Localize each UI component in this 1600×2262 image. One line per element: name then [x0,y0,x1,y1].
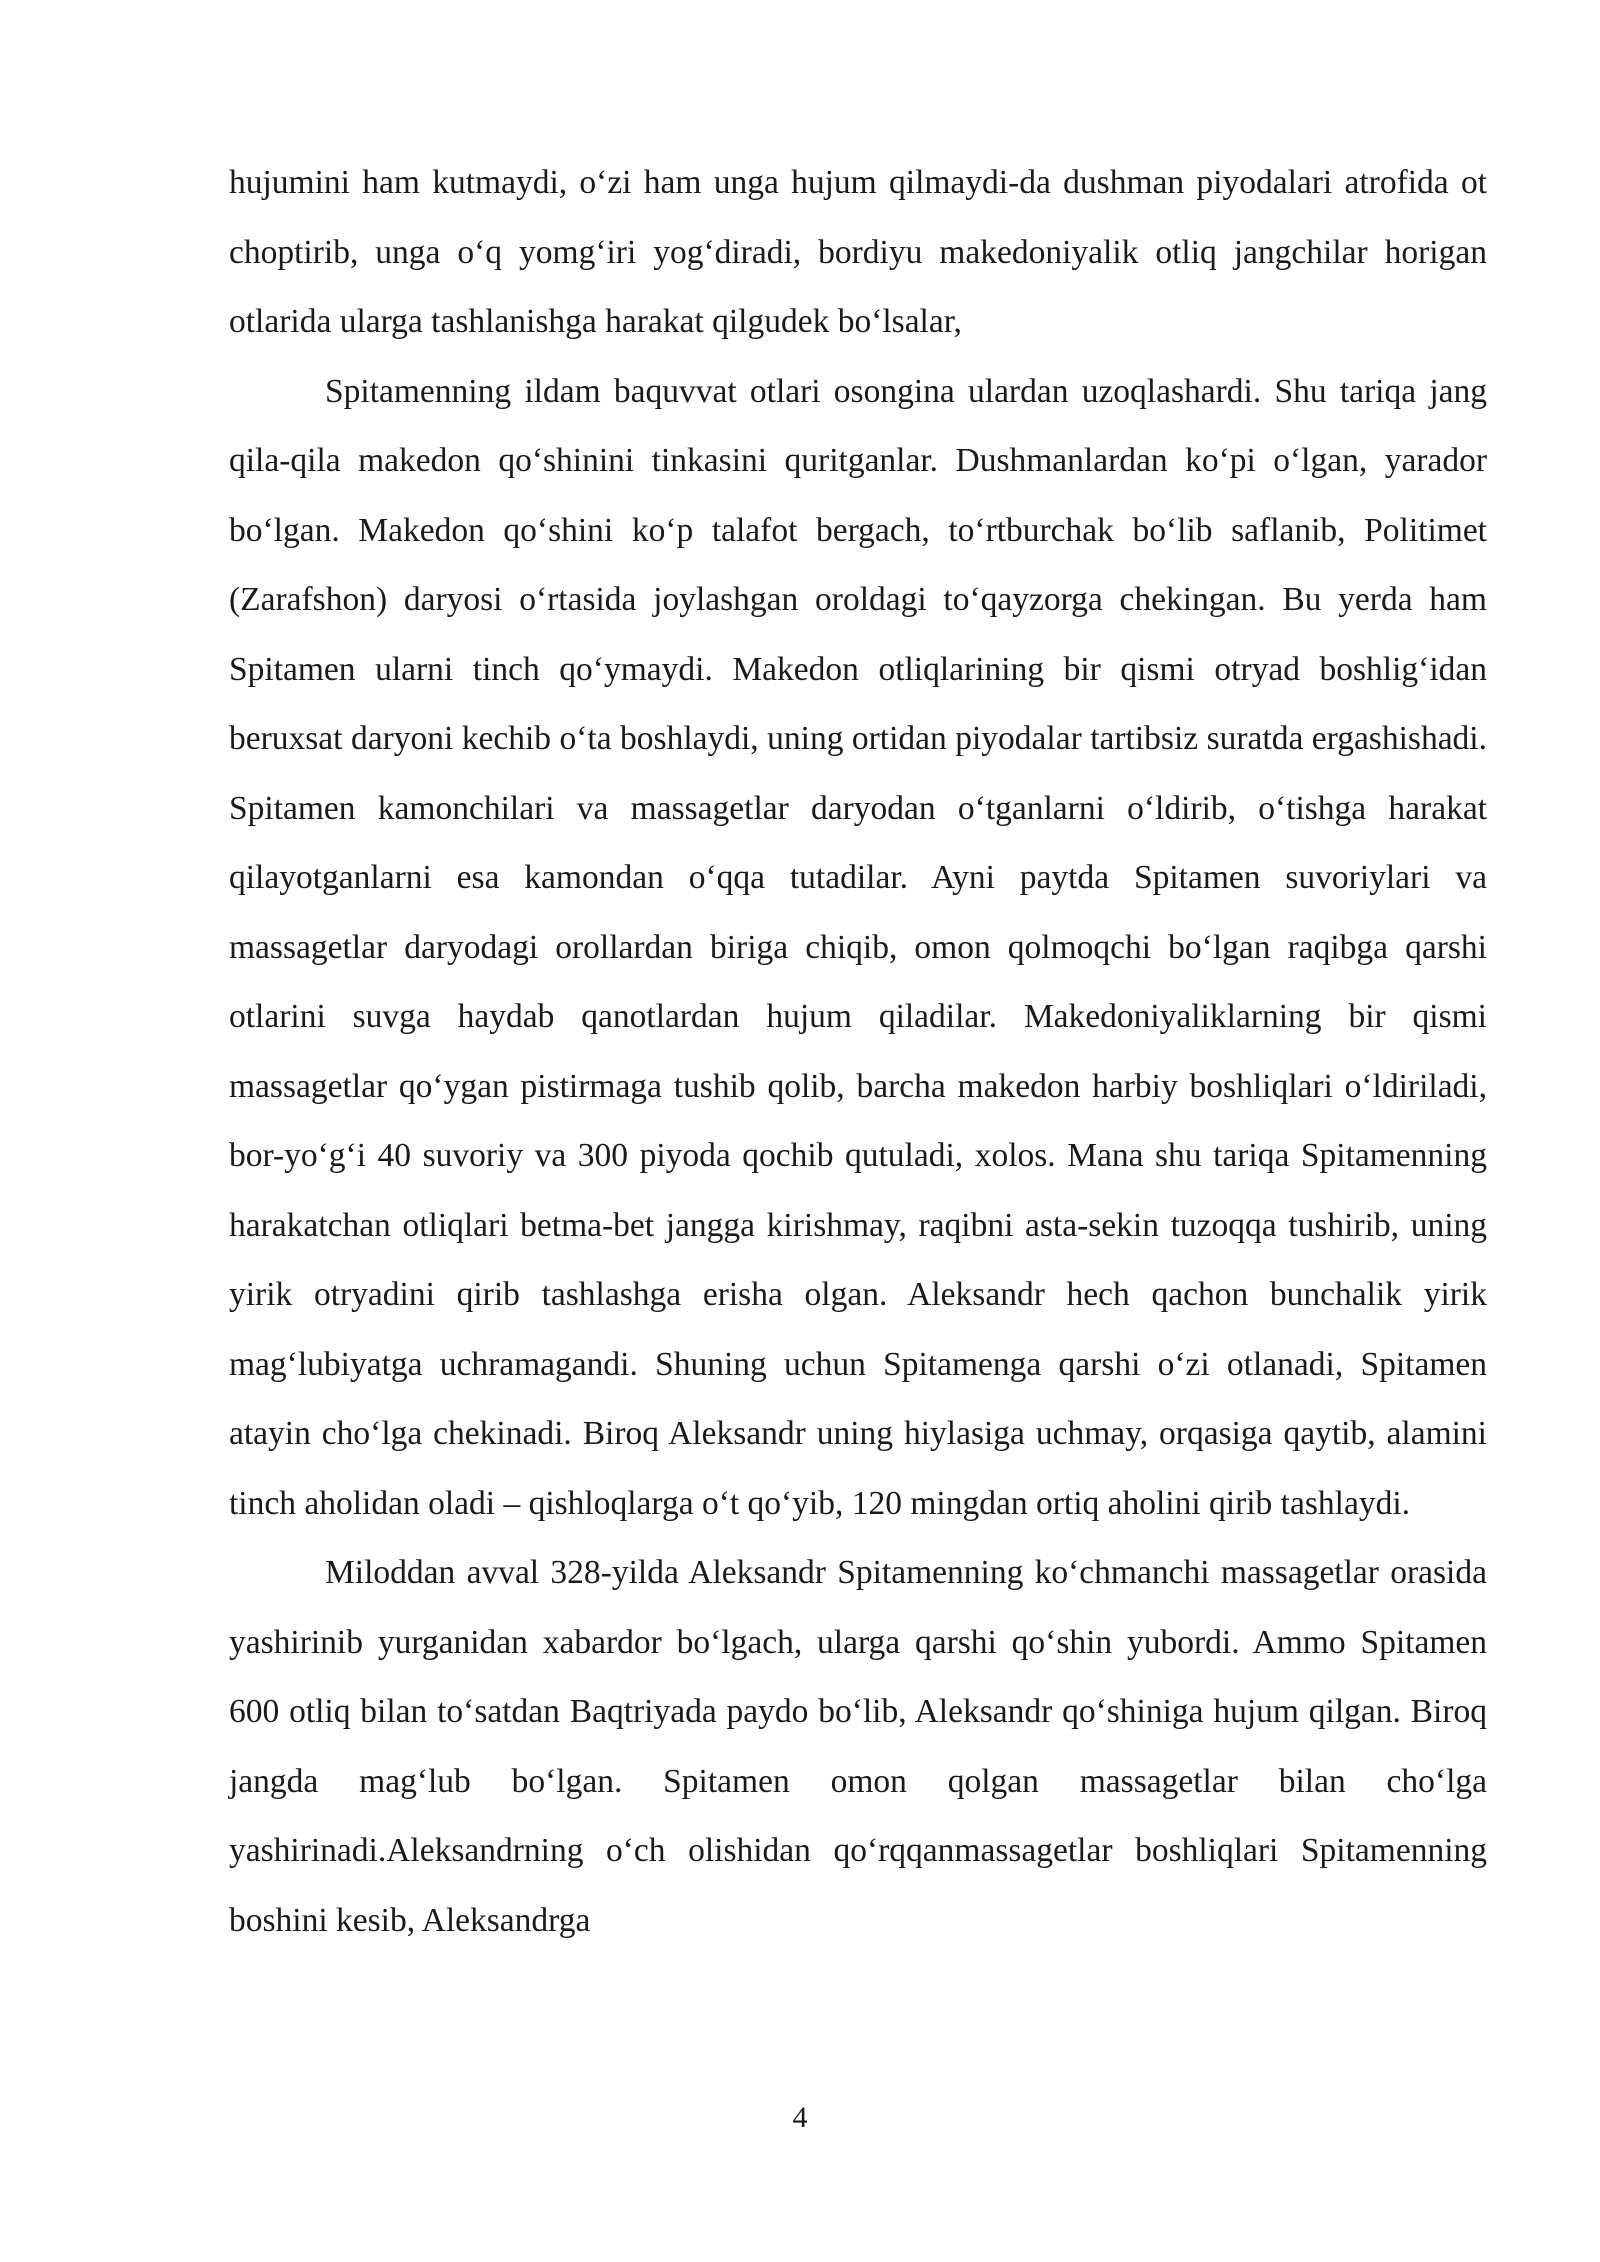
page-number: 4 [792,2101,808,2134]
paragraph-1: hujumini ham kutmaydi, o‘zi ham unga hujum qilmaydi-da dushman piyodalari atrofida ot choptirib, unga o‘q yomg‘iri yog‘diradi, bordiyu makedoniyalik otliq jangchilar horigan otlarida ularga tashlanishga harakat qilgudek bo‘lsalar, [229,164,1487,340]
paragraph-2: Spitamenning ildam baquvvat otlari osongina ulardan uzoqlashardi. Shu tariqa jang qila-qila makedon qo‘shinini tinkasini quritganlar. Dushmanlardan ko‘pi o‘lgan, yarador bo‘lgan. Makedon qo‘shini ko‘p talafot bergach, to‘rtburchak bo‘lib saflanib, Politimet (Zarafshon) daryosi o‘rtasida joylashgan oroldagi to‘qayzorga chekingan. Bu yerda ham Spitamen ularni tinch qo‘ymaydi. Makedon otliqlarining bir qismi otryad boshlig‘idan beruxsat daryoni kechib o‘ta boshlaydi, uning ortidan piyodalar tartibsiz suratda ergashishadi. Spitamen kamonchilari va massagetlar daryodan o‘tganlarni o‘ldirib, o‘tishga harakat qilayotganlarni esa kamondan o‘qqa tutadilar. Ayni paytda Spitamen suvoriylari va massagetlar daryodagi orollardan biriga chiqib, omon qolmoqchi bo‘lgan raqibga qarshi otlarini suvga haydab qanotlardan hujum qiladilar. Makedoniyaliklarning bir qismi massagetlar qo‘ygan pistirmaga tushib qolib, barcha makedon harbiy boshliqlari o‘ldiriladi, bor-yo‘g‘i 40 suvoriy va 300 piyoda qochib qutuladi, xolos. Mana shu tariqa Spitamenning harakatchan otliqlari betma-bet jangga kirishmay, raqibni asta-sekin tuzoqqa tushirib, uning yirik otryadini qirib tashlashga erisha olgan. Aleksandr hech qachon bunchalik yirik mag‘lubiyatga uchramagandi. Shuning uchun Spitamenga qarshi o‘zi otlanadi, Spitamen atayin cho‘lga chekinadi. Biroq Aleksandr uning hiylasiga uchmay, orqasiga qaytib, alamini tinch aholidan oladi – qishloqlarga o‘t qo‘yib, 120 mingdan ortiq aholini qirib tashlaydi. [229,372,1487,1522]
body-text [229,148,1487,1955]
paragraph-3: Miloddan avval 328-yilda Aleksandr Spitamenning ko‘chmanchi massagetlar orasida yashirinib yurganidan xabardor bo‘lgach, ularga qarshi qo‘shin yubordi. Ammo Spitamen 600 otliq bilan to‘satdan Baqtriyada paydo bo‘lib, Aleksandr qo‘shiniga hujum qilgan. Biroq jangda mag‘lub bo‘lgan. Spitamen omon qolgan massagetlar bilan cho‘lga yashirinadi.Aleksandrning o‘ch olishidan qo‘rqqanmassagetlar boshliqlari Spitamenning boshini kesib, Aleksandrga [229,1554,1487,1939]
